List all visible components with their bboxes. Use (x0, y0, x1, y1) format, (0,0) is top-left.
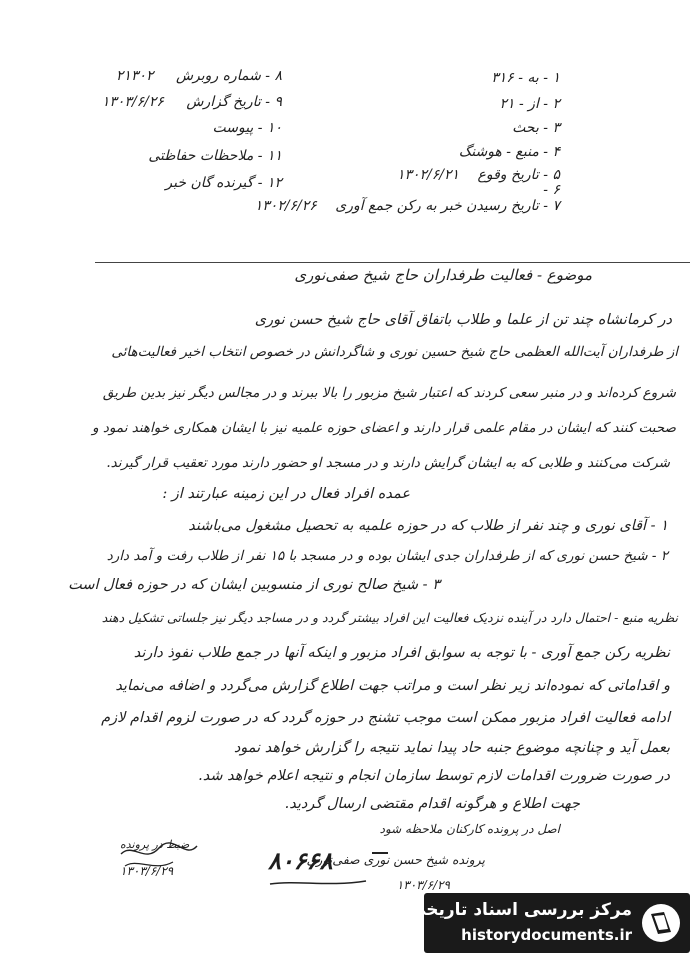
body-line-7: ۱ - آقای نوری و چند نفر از طلاب که در حوزه علمیه به تحصیل مشغول می‌باشند (188, 518, 668, 534)
body-line-12: و اقداماتی که نموده‌اند زیر نظر است و مراتب جهت اطلاع گزارش می‌گردد و اضافه می‌نماید (115, 678, 670, 694)
header-right-line-7 (255, 198, 560, 214)
body-line-6: عمده افراد فعال در این زمینه عبارتند از : (162, 486, 410, 502)
header-left-line-2 (102, 94, 282, 110)
body-line-14: بعمل آید و چنانچه موضوع جنبه حاد پیدا نماید نتیجه را گزارش خواهد نمود (233, 740, 670, 756)
closing-note: اصل در پرونده کارکنان ملاحظه شود (379, 822, 560, 836)
logo-title: مرکز بررسی اسناد تاریخی (409, 900, 632, 920)
body-line-13: ادامه فعالیت افراد مزبور ممکن است موجب تشنج در حوزه گردد که در صورت لزوم اقدام لازم (101, 710, 670, 726)
header-right-label: ۷ - تاریخ رسیدن خبر به رکن جمع آوری (335, 198, 560, 214)
header-left-line-3 (212, 120, 282, 136)
header-left-value: ۲۱۳۰۲ (115, 68, 154, 84)
body-line-15: در صورت ضرورت اقدامات لازم توسط سازمان انجام و نتیجه اعلام خواهد شد. (198, 768, 670, 784)
footer-left-date: ۱۳۰۳/۶/۲۹ (120, 864, 174, 878)
logo-url: historydocuments.ir (461, 926, 632, 944)
header-right-line-4 (459, 144, 560, 160)
header-right-value: ۱۳۰۲/۶/۲۶ (254, 198, 317, 214)
header-left-line-1 (116, 68, 282, 84)
body-line-9: ۳ - شیخ صالح نوری از منسوبین ایشان که در حوزه فعال است (68, 577, 440, 593)
header-left-label: ۸ - شماره روبرش (175, 68, 282, 84)
header-left-label: ۱۰ - پیوست (212, 120, 282, 136)
header-right-value: ۱۳۰۲/۶/۲۱ (396, 167, 460, 183)
header-right-line-3 (512, 120, 560, 136)
header-left-value: ۱۳۰۳/۶/۲۶ (101, 94, 164, 110)
body-line-5: شرکت می‌کنند و طلابی که به ایشان گرایش دارند و در مسجد او حضور دارند مورد تعقیب قرار گیرند. (106, 455, 670, 471)
body-line-8: ۲ - شیخ حسن نوری که از طرفداران جدی ایشان بوده و در مسجد با ۱۵ نفر از طلاب رفت و آمد دارد (106, 548, 668, 564)
header-divider (95, 262, 690, 263)
header-right-line-2 (500, 96, 561, 112)
header-right-label: ۶ - (543, 182, 560, 198)
header-right-line-5 (397, 167, 560, 183)
header-left-label: ۹ - تاریخ گزارش (186, 94, 282, 110)
number-underline (268, 878, 368, 888)
header-left-line-4 (148, 148, 282, 164)
header-left-label: ۱۱ - ملاحظات حفاظتی (148, 148, 282, 164)
body-line-10: نظریه منبع - احتمال دارد در آینده نزدیک فعالیت این افراد بیشتر گردد و در مساجد دیگر نیز جلساتی تشکیل دهند (101, 610, 678, 625)
header-right-label: ۳ - بحث (512, 120, 560, 136)
archive-logo (409, 893, 690, 953)
document-number: ۸۰۶۶۸ (268, 846, 333, 875)
archive-emblem-icon (640, 902, 682, 944)
body-line-3: شروع کرده‌اند و در منبر سعی کردند که اعتبار شیخ مزبور را بالا ببرند و در مجالس دیگر نیز بدین طریق (102, 385, 676, 401)
body-line-11: نظریه رکن جمع آوری - با توجه به سوابق افراد مزبور و اینکه آنها در جمع طلاب نفوذ دارند (133, 645, 670, 661)
footer-right-date: ۱۳۰۳/۶/۲۹ (396, 878, 450, 892)
footer-left-note: ضبط در پرونده (120, 838, 190, 851)
header-left-label: ۱۲ - گیرنده گان خبر (165, 175, 282, 191)
header-left-line-5 (165, 175, 282, 191)
header-right-label: ۴ - منبع - هوشنگ (458, 144, 560, 160)
body-line-16: جهت اطلاع و هرگونه اقدام مقتضی ارسال گردید. (284, 796, 580, 812)
body-line-1: در کرمانشاه چند تن از علما و طلاب باتفاق آقای حاج شیخ حسن نوری (254, 312, 672, 328)
body-line-2: از طرفداران آیت‌الله العظمی حاج شیخ حسین نوری و شاگردانش در خصوص انتخاب اخیر فعالیت‌هائی (111, 344, 678, 360)
header-right-line-6 (543, 182, 560, 198)
header-right-label: ۱ - به - ۳۱۶ (491, 70, 560, 86)
header-right-label: ۵ - تاریخ وقوع (477, 167, 560, 183)
subject-line: موضوع - فعالیت طرفداران حاج شیخ صفی‌نوری (294, 266, 592, 284)
header-right-line-1 (491, 70, 560, 86)
header-right-label: ۲ - از - ۲۱ (499, 96, 560, 112)
footer-right-note: پرونده شیخ حسن نوری صفی‌نوری (306, 852, 485, 867)
body-line-4: صحبت کنند که ایشان در مقام علمی قرار دارند و اعضای حوزه علمیه نیز با ایشان همکاری خواهند نمود و (92, 420, 676, 436)
